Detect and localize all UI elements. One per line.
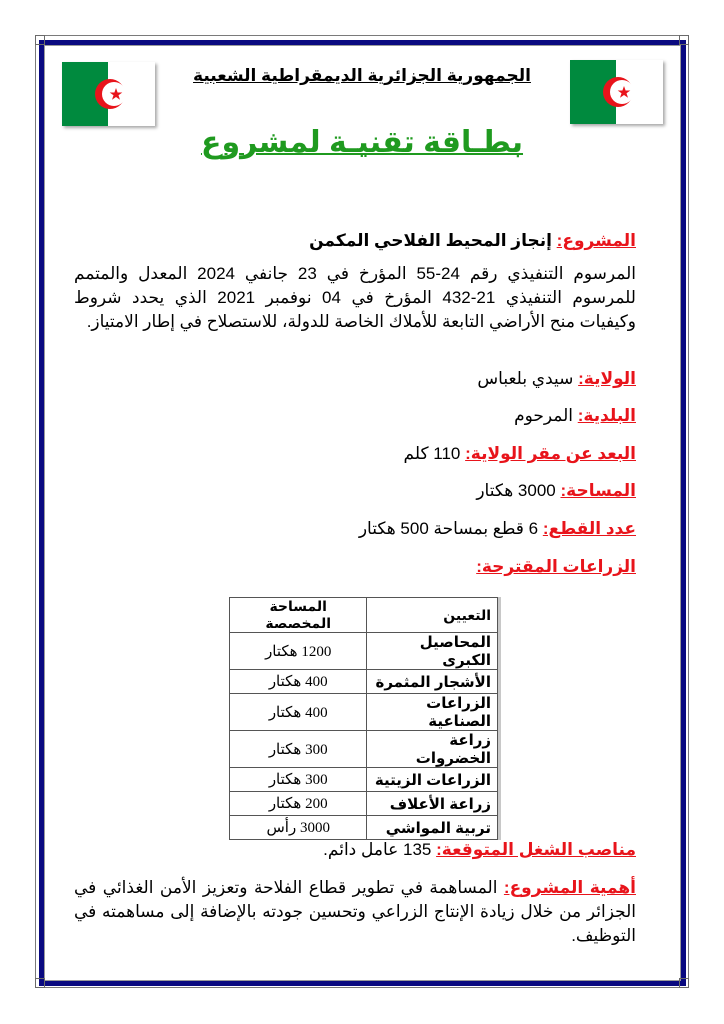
importance-value: المساهمة في تطوير قطاع الفلاحة وتعزيز الأمن الغذائي في الجزائر من خلال زيادة الإنتاج الزراعي وتحسين جودته بالإضافة إلى مساهمته في التوظيف. (74, 878, 636, 945)
crop-area: 300 هكتار (230, 731, 367, 768)
importance-row (74, 876, 636, 948)
area-row (74, 479, 636, 504)
crop-area: 300 هكتار (230, 768, 367, 792)
commune-value: المرحوم (514, 406, 573, 425)
border-corner (679, 35, 689, 45)
plots-value: 6 قطع بمساحة 500 هكتار (358, 519, 539, 538)
crop-name: زراعة الخضروات (367, 731, 498, 768)
crop-name: الزراعات الزيتية (367, 768, 498, 792)
table-row (230, 792, 498, 816)
jobs-label: مناصب الشغل المتوقعة: (436, 840, 636, 859)
table-header-area: المساحة المخصصة (230, 598, 367, 633)
crop-area: 1200 هكتار (230, 633, 367, 670)
area-value: 3000 هكتار (476, 481, 556, 500)
distance-value: 110 كلم (403, 444, 461, 463)
crops-label: الزراعات المقترحة: (476, 557, 636, 576)
table-header-designation: التعيين (367, 598, 498, 633)
jobs-value: 135 عامل دائم. (323, 840, 432, 859)
crop-area: 400 هكتار (230, 694, 367, 731)
crop-area: 400 هكتار (230, 670, 367, 694)
algeria-flag-icon (62, 62, 155, 126)
jobs-row (74, 838, 636, 863)
crop-name: تربية المواشي (367, 816, 498, 840)
wilaya-value: سيدي بلعباس (477, 369, 574, 388)
border-corner (35, 35, 45, 45)
project-label: المشروع: (556, 231, 636, 250)
commune-label: البلدية: (577, 406, 636, 425)
plots-label: عدد القطع: (542, 519, 636, 538)
distance-row (74, 442, 636, 467)
crop-name: المحاصيل الكبرى (367, 633, 498, 670)
wilaya-label: الولاية: (578, 369, 636, 388)
distance-label: البعد عن مقر الولاية: (465, 444, 636, 463)
table-row (230, 768, 498, 792)
table-row (230, 731, 498, 768)
crop-name: زراعة الأعلاف (367, 792, 498, 816)
project-value: إنجاز المحيط الفلاحي المكمن (309, 231, 552, 250)
project-row (74, 229, 636, 254)
crop-name: الزراعات الصناعية (367, 694, 498, 731)
republic-heading: الجمهورية الجزائرية الديمقراطية الشعبية (193, 66, 531, 85)
crops-row (74, 555, 636, 580)
area-label: المساحة: (560, 481, 636, 500)
plots-row (74, 517, 636, 542)
crop-area: 3000 رأس (230, 816, 367, 840)
algeria-flag-icon (570, 60, 663, 124)
importance-label: أهمية المشروع: (503, 878, 636, 897)
table-header-row (230, 598, 498, 633)
wilaya-row (74, 367, 636, 392)
document-title: بطـاقة تقنيـة لمشروع (200, 126, 524, 159)
crop-area: 200 هكتار (230, 792, 367, 816)
table-row (230, 670, 498, 694)
border-corner (35, 978, 45, 988)
crop-name: الأشجار المثمرة (367, 670, 498, 694)
table-row (230, 633, 498, 670)
crops-table (229, 597, 498, 840)
table-row (230, 694, 498, 731)
border-corner (679, 978, 689, 988)
table-row (230, 816, 498, 840)
commune-row (74, 404, 636, 429)
decree-paragraph: المرسوم التنفيذي رقم 24-55 المؤرخ في 23 جانفي 2024 المعدل والمتمم للمرسوم التنفيذي 21-432 المؤرخ في 04 نوفمبر 2021 الذي يحدد شروط وكيفيات منح الأراضي التابعة للأملاك الخاصة للدولة، للاستصلاح في إطار الامتياز. (74, 264, 636, 331)
